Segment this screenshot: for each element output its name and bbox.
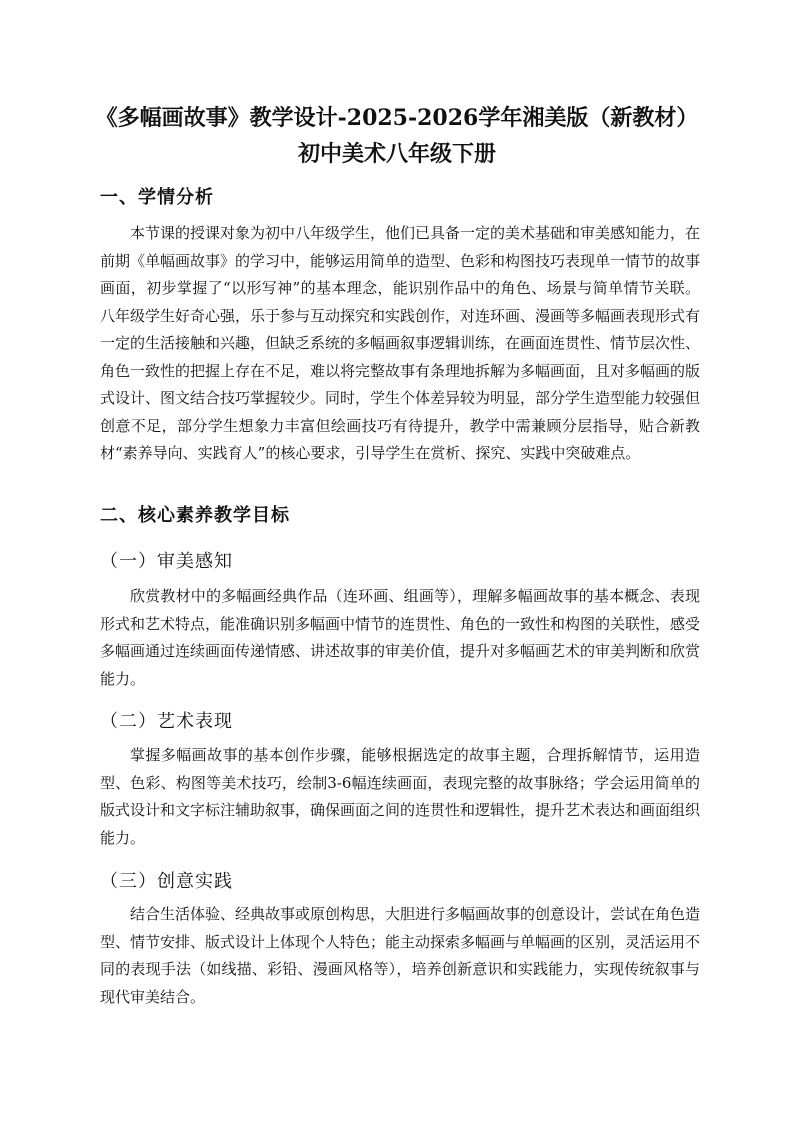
subsection-heading-artistic-expression: （二）艺术表现 xyxy=(100,711,233,732)
document-title: 《多幅画故事》教学设计-2025-2026学年湘美版（新教材）初中美术八年级下册 xyxy=(95,105,699,167)
paragraph-aesthetic-perception: 欣赏教材中的多幅画经典作品（连环画、组画等），理解多幅画故事的基本概念、表现形式和艺术特点，能准确识别多幅画中情节的连贯性、角色的一致性和构图的关联性，感受多幅画通过连续画面传递情感、讲述故事的审美价值，提升对多幅画艺术的审美判断和欣赏能力。 xyxy=(100,587,701,688)
paragraph-learner-analysis: 本节课的授课对象为初中八年级学生，他们已具备一定的美术基础和审美感知能力，在前期《单幅画故事》的学习中，能够运用简单的造型、色彩和构图技巧表现单一情节的故事画面，初步掌握了“以形写神”的基本理念，能识别作品中的角色、场景与简单情节关联。八年级学生好奇心强，乐于参与互动探究和实践创作，对连环画、漫画等多幅画表现形式有一定的生活接触和兴趣，但缺乏系统的多幅画叙事逻辑训练，在画面连贯性、情节层次性、角色一致性的把握上存在不足，难以将完整故事有条理地拆解为多幅画面，且对多幅画的版式设计、图文结合技巧掌握较少。同时，学生个体差异较为明显，部分学生造型能力较强但创意不足，部分学生想象力丰富但绘画技巧有待提升，教学中需兼顾分层指导，贴合新教材“素养导向、实践育人”的核心要求，引导学生在赏析、探究、实践中突破难点。 xyxy=(100,224,701,462)
paragraph-artistic-expression: 掌握多幅画故事的基本创作步骤，能够根据选定的故事主题，合理拆解情节，运用造型、色彩、构图等美术技巧，绘制3-6幅连续画面，表现完整的故事脉络；学会运用简单的版式设计和文字标注辅助叙事，确保画面之间的连贯性和逻辑性，提升艺术表达和画面组织能力。 xyxy=(100,746,701,847)
subsection-heading-aesthetic-perception: （一）审美感知 xyxy=(100,551,233,572)
section-heading-learner-analysis: 一、学情分析 xyxy=(100,187,214,208)
section-heading-core-goals: 二、核心素养教学目标 xyxy=(100,505,290,526)
paragraph-creative-practice: 结合生活体验、经典故事或原创构思，大胆进行多幅画故事的创意设计，尝试在角色造型、情节安排、版式设计上体现个人特色；能主动探索多幅画与单幅画的区别，灵活运用不同的表现手法（如线描、彩铅、漫画风格等），培养创新意识和实践能力，实现传统叙事与现代审美结合。 xyxy=(100,905,701,1006)
subsection-heading-creative-practice: （三）创意实践 xyxy=(100,871,233,892)
